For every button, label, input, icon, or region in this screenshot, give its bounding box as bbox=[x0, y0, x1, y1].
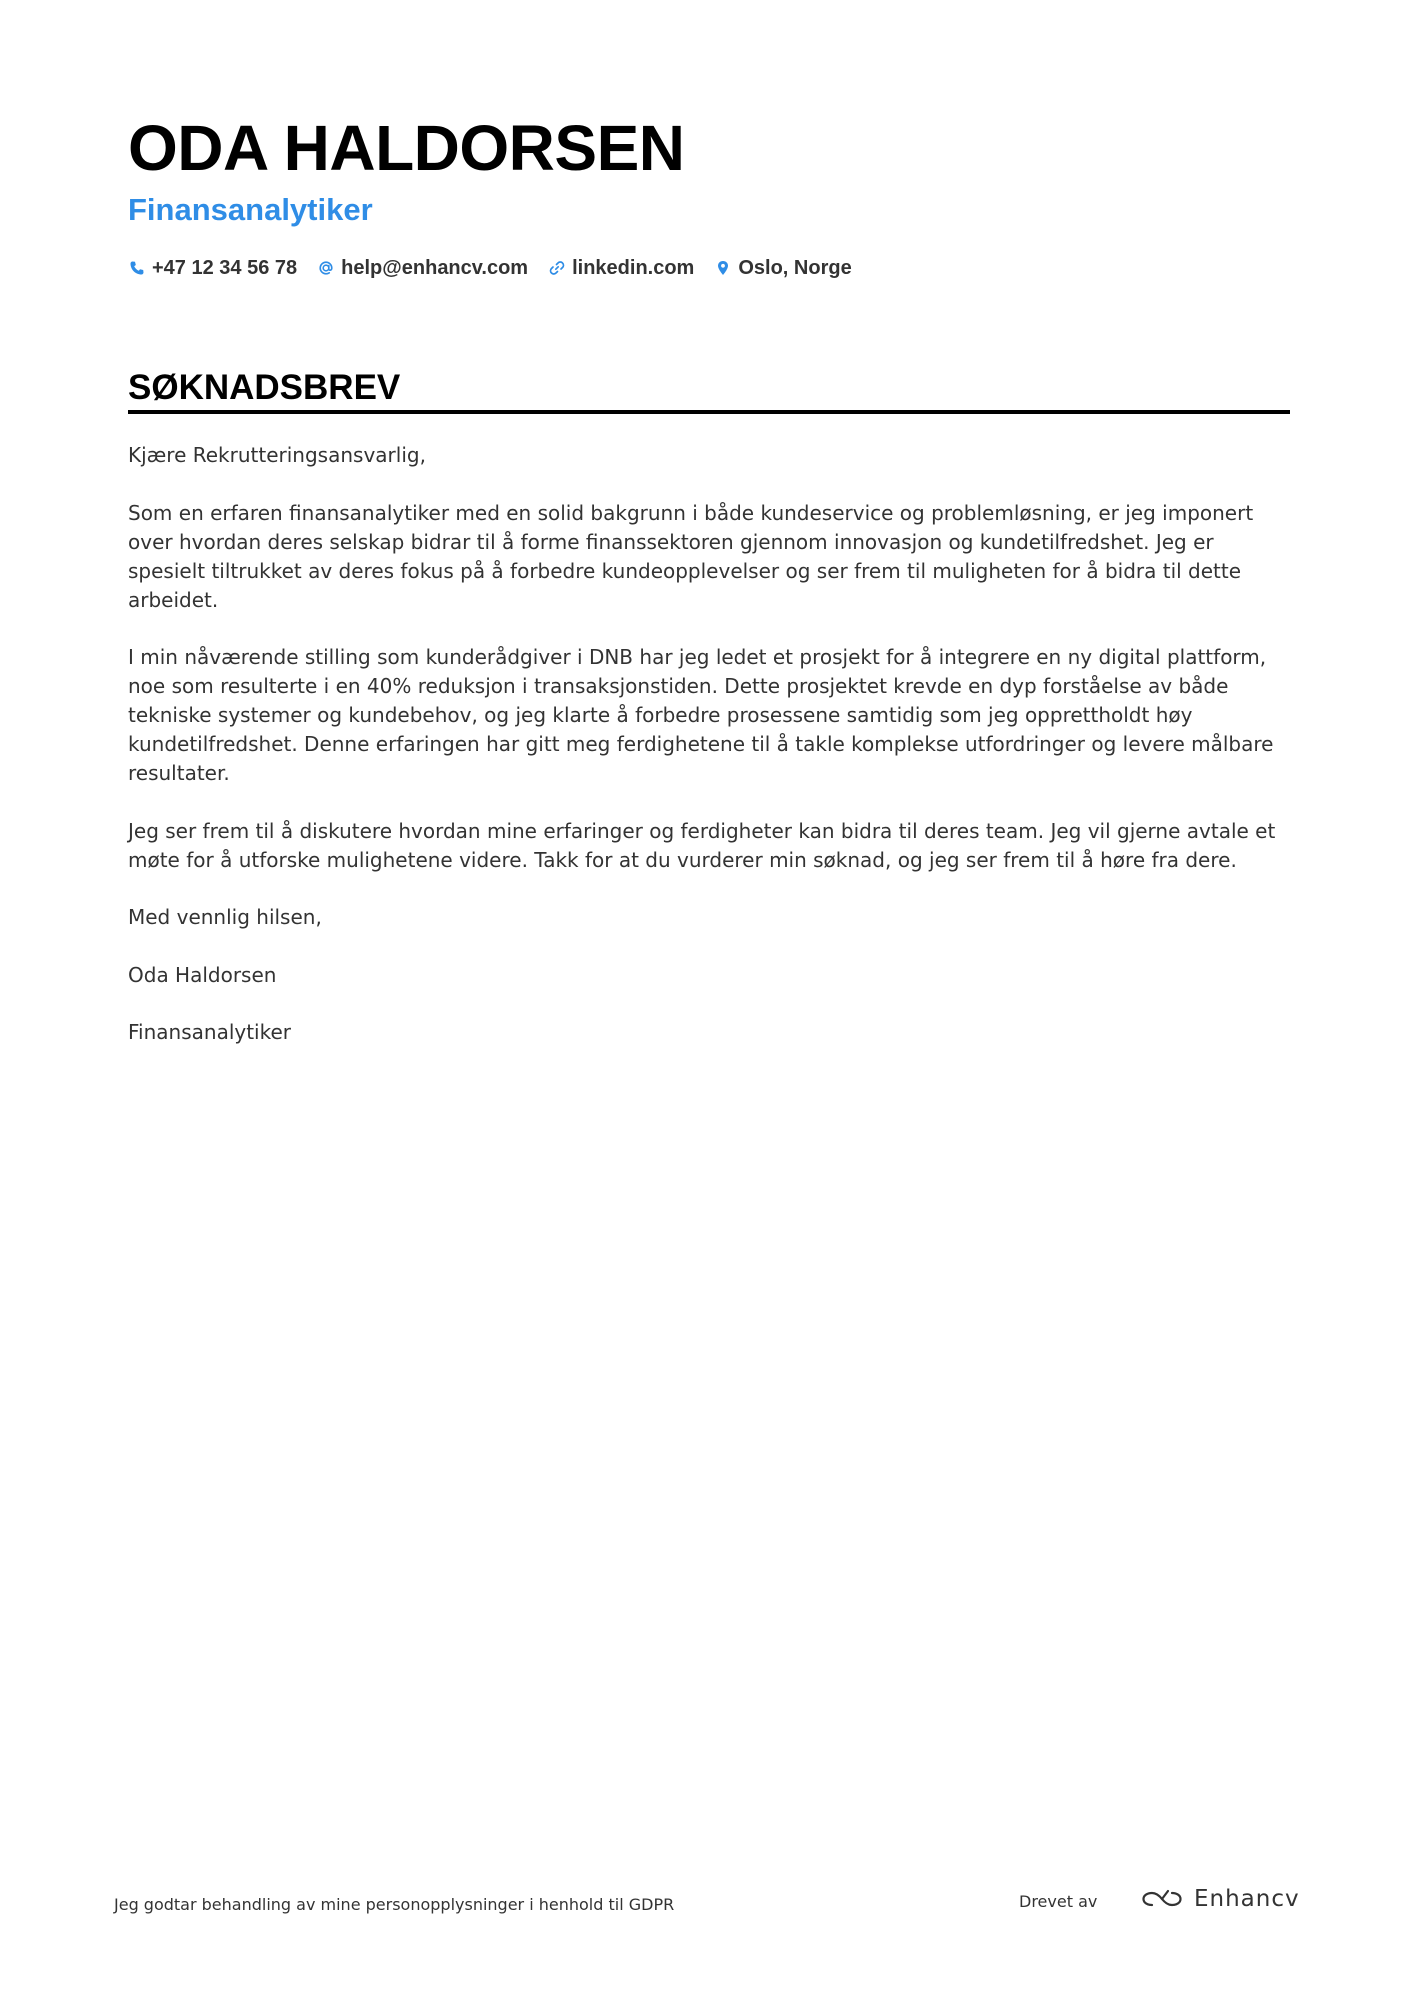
letter-paragraph: Jeg ser frem til å diskutere hvordan mine erfaringer og ferdigheter kan bidra til deres team. Jeg vil gjerne avtale et møte for å utforske mulighetene videre. Takk for at du vurderer min søknad, og jeg ser frem til å høre fra dere. bbox=[128, 818, 1276, 872]
contact-location bbox=[714, 257, 851, 280]
gdpr-consent-text: Jeg godtar behandling av mine personopplysninger i henhold til GDPR bbox=[114, 1895, 675, 1914]
phone-icon bbox=[128, 259, 146, 277]
at-icon bbox=[317, 259, 335, 277]
contact-email[interactable] bbox=[317, 257, 528, 280]
section-divider bbox=[128, 410, 1290, 414]
contact-linkedin-text: linkedin.com bbox=[572, 256, 695, 279]
contact-linkedin[interactable] bbox=[548, 257, 694, 280]
enhancv-logo-icon bbox=[1138, 1886, 1186, 1912]
letter-paragraph: Som en erfaren finansanalytiker med en solid bakgrunn i både kundeservice og problemløsning, er jeg imponert over hvordan deres selskap bidrar til å forme finanssektoren gjennom innovasjon og kundetilfredshet. Jeg er spesielt tiltrukket av deres fokus på å forbedre kundeopplevelser og ser frem til muligheten for å bidra til dette arbeidet. bbox=[128, 500, 1254, 612]
location-pin-icon bbox=[714, 259, 732, 277]
applicant-name: ODA HALDORSEN bbox=[128, 112, 685, 184]
signature-name: Oda Haldorsen bbox=[128, 962, 277, 987]
applicant-role: Finansanalytiker bbox=[128, 192, 373, 227]
contact-email-text: help@enhancv.com bbox=[341, 256, 529, 279]
powered-by-label: Drevet av bbox=[1019, 1892, 1098, 1911]
link-icon bbox=[548, 259, 566, 277]
section-title: SØKNADSBREV bbox=[128, 368, 401, 407]
contact-phone[interactable] bbox=[128, 257, 297, 280]
letter-paragraph: I min nåværende stilling som kunderådgiver i DNB har jeg ledet et prosjekt for å integrere en ny digital plattform, noe som resulterte i en 40% reduksjon i transaksjonstiden. Dette prosjektet krevde en dyp forståelse av både tekniske systemer og kundebehov, og jeg klarte å forbedre prosessene samtidig som jeg opprettholdt høy kundetilfredshet. Denne erfaringen har gitt meg ferdighetene til å takle komplekse utfordringer og levere målbare resultater. bbox=[128, 645, 1274, 785]
contact-location-text: Oslo, Norge bbox=[738, 256, 852, 279]
contact-phone-text: +47 12 34 56 78 bbox=[152, 256, 298, 279]
enhancv-brand[interactable] bbox=[1138, 1886, 1300, 1912]
letter-greeting: Kjære Rekrutteringsansvarlig, bbox=[128, 443, 426, 467]
letter-body bbox=[128, 441, 1290, 1076]
signature-title: Finansanalytiker bbox=[128, 1020, 292, 1044]
enhancv-brand-text: Enhancv bbox=[1194, 1886, 1300, 1912]
contact-bar bbox=[128, 254, 872, 282]
letter-closing: Med vennlig hilsen, bbox=[128, 905, 322, 929]
